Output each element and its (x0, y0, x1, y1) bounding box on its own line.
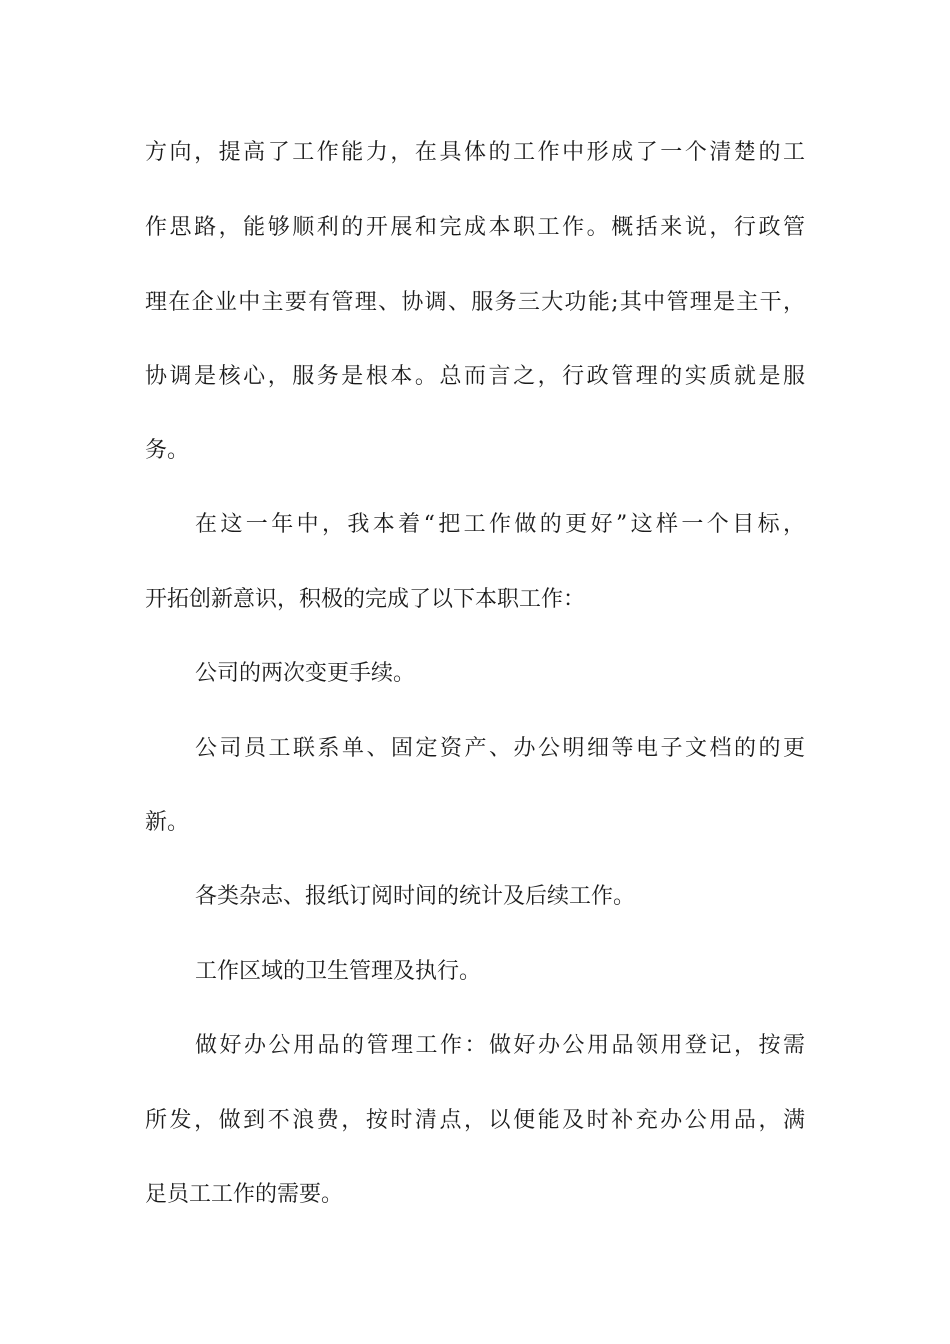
list-item-5-line-2: 所发，做到不浪费，按时清点，以便能及时补充办公用品，满 (145, 1108, 805, 1133)
paragraph-line-6: 在这一年中，我本着“把工作做的更好”这样一个目标， (195, 512, 805, 537)
list-item-1: 公司的两次变更手续。 (195, 661, 416, 686)
list-item-5-line-1: 做好办公用品的管理工作：做好办公用品领用登记，按需 (195, 1033, 805, 1058)
list-item-5-line-3: 足员工工作的需要。 (145, 1182, 344, 1207)
list-item-2-line-2: 新。 (145, 810, 190, 835)
list-item-3: 各类杂志、报纸订阅时间的统计及后续工作。 (195, 884, 636, 909)
list-item-2-line-1: 公司员工联系单、固定资产、办公明细等电子文档的的更 (195, 736, 805, 761)
paragraph-line-2: 作思路，能够顺利的开展和完成本职工作。概括来说，行政管 (145, 215, 805, 240)
paragraph-line-4: 协调是核心，服务是根本。总而言之，行政管理的实质就是服 (145, 364, 805, 389)
paragraph-line-1: 方向，提高了工作能力，在具体的工作中形成了一个清楚的工 (145, 140, 805, 165)
paragraph-line-5: 务。 (145, 438, 190, 463)
paragraph-line-7: 开拓创新意识，积极的完成了以下本职工作： (145, 587, 586, 612)
list-item-4: 工作区域的卫生管理及执行。 (195, 959, 482, 984)
paragraph-line-3: 理在企业中主要有管理、协调、服务三大功能;其中管理是主干， (145, 290, 805, 315)
